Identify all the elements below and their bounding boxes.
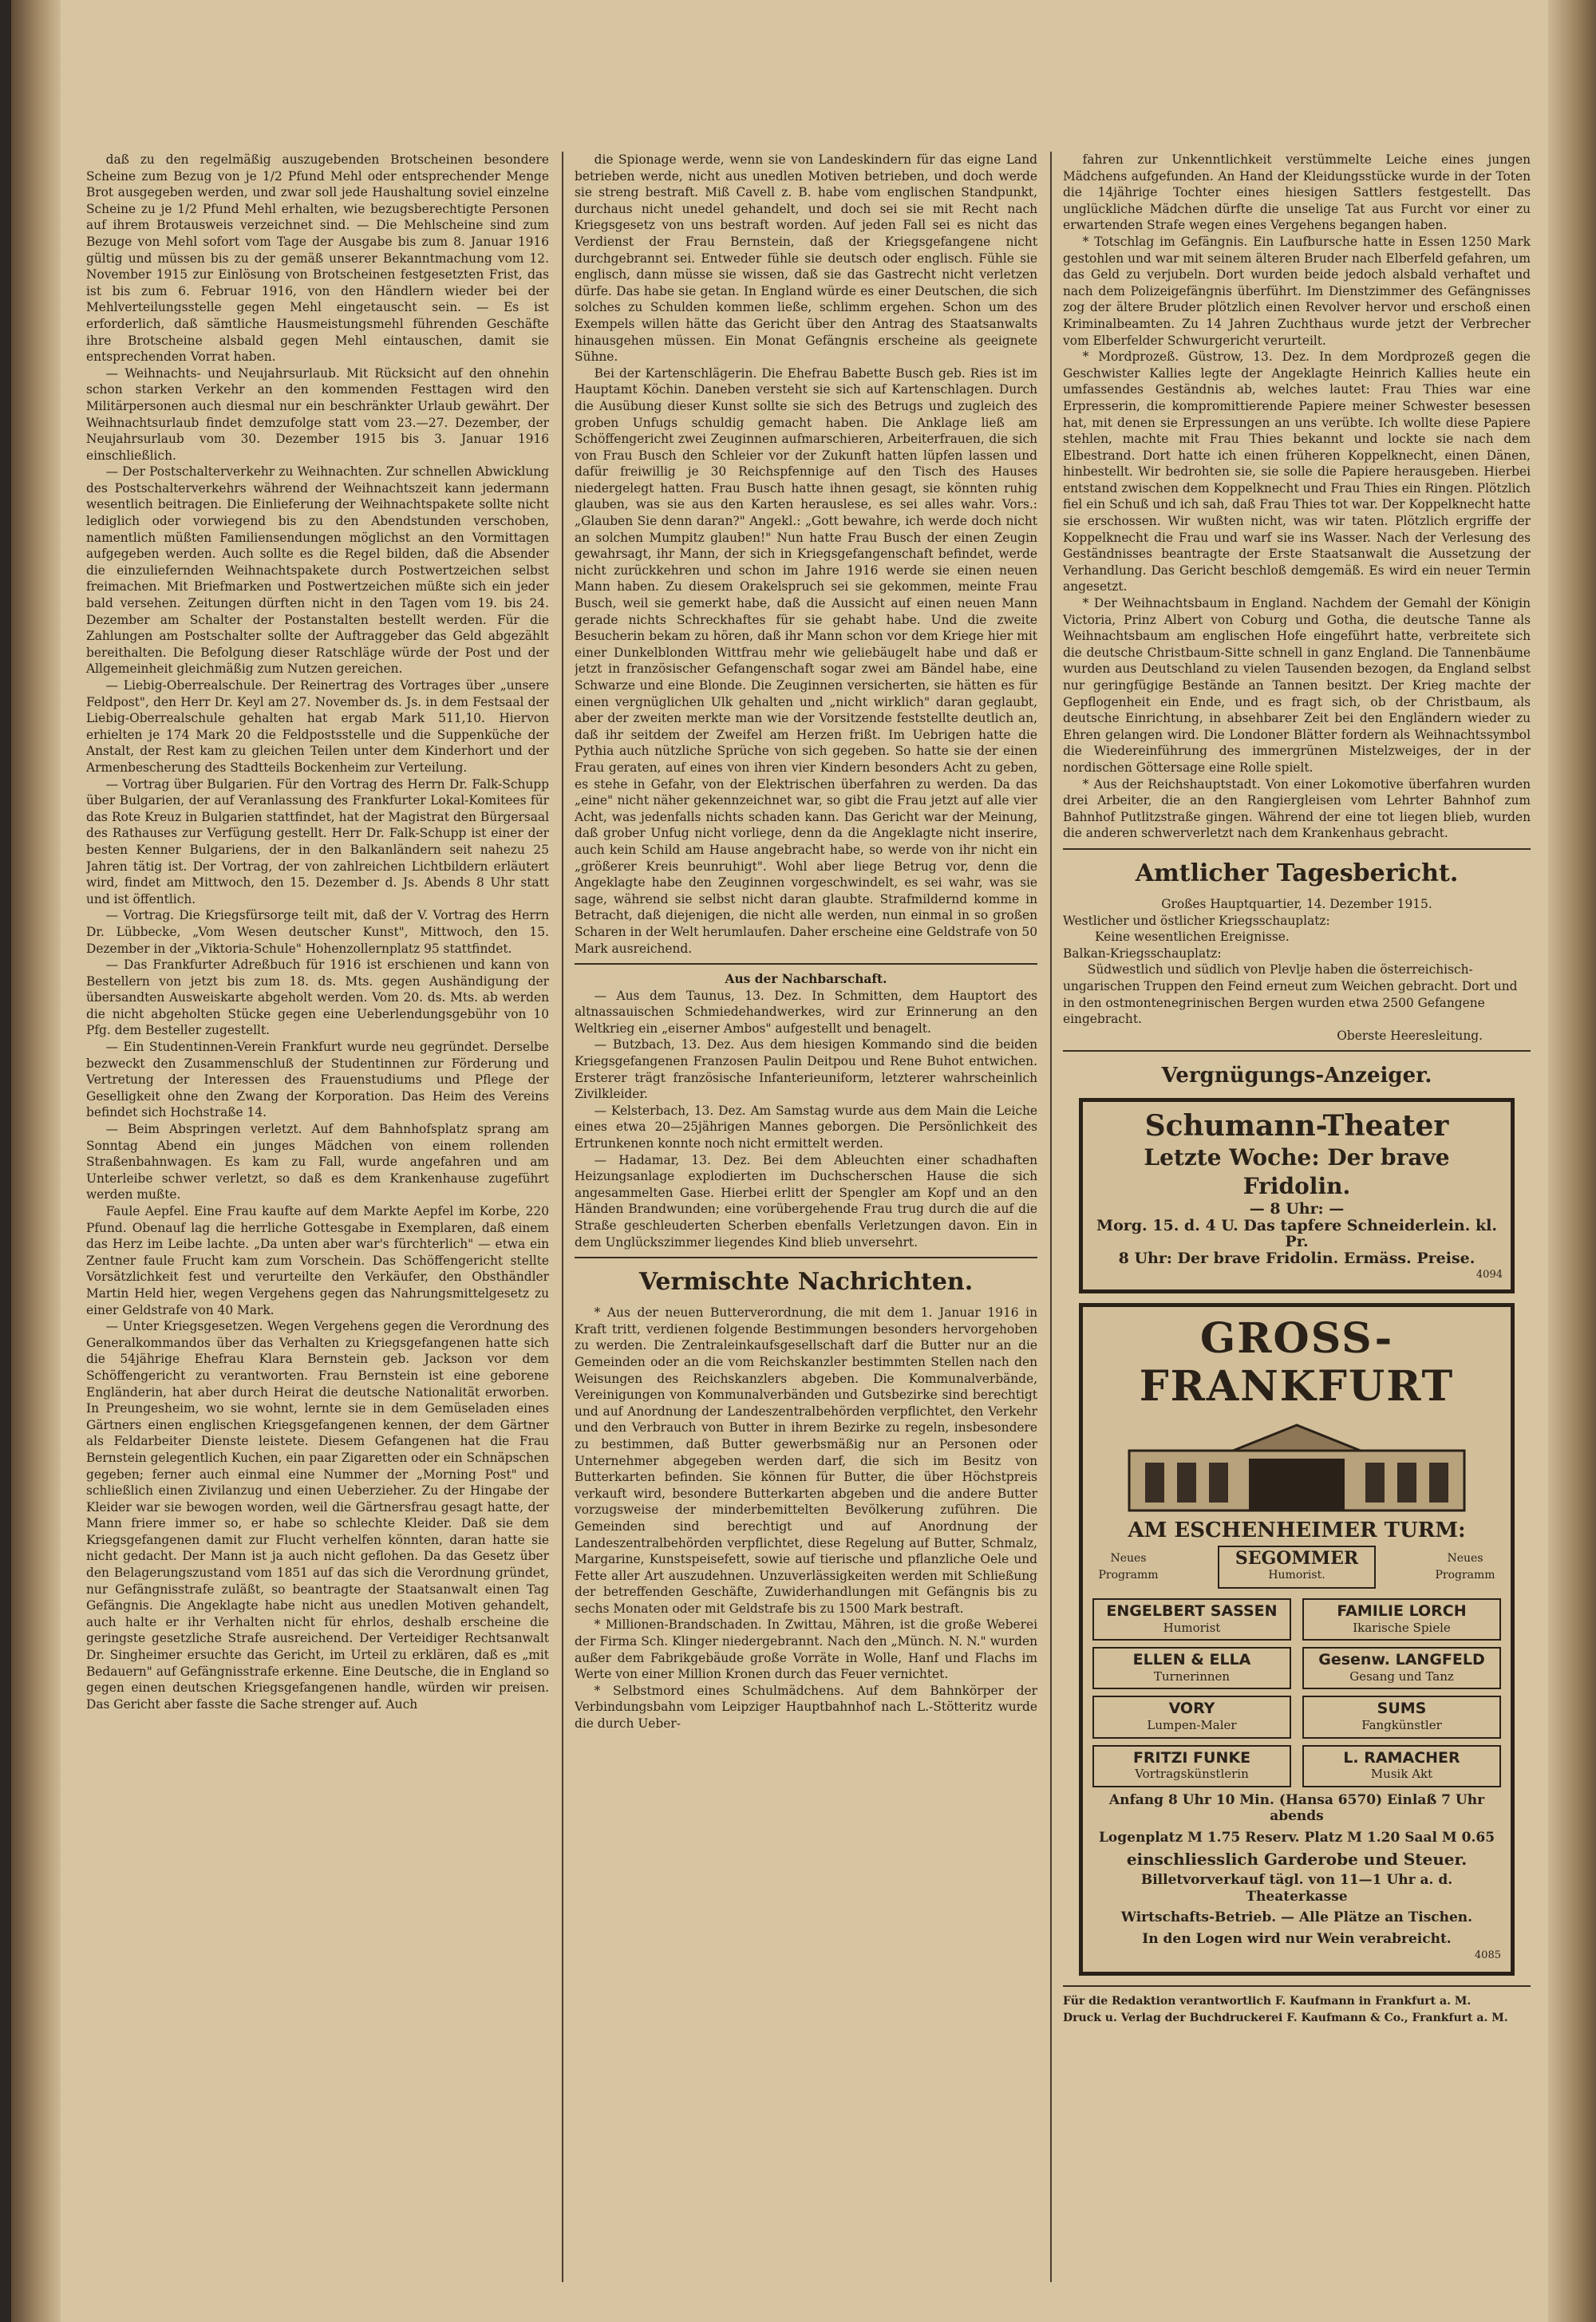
ad1-line2: — 8 Uhr: —	[1249, 1200, 1345, 1218]
column-rule	[562, 152, 563, 2282]
report-dateline: Großes Hauptquartier, 14. Dezember 1915.	[1161, 896, 1432, 911]
act-desc: Humorist	[1163, 1620, 1221, 1635]
report-signature: Oberste Heeresleitung.	[1337, 1028, 1483, 1043]
ad2-neues-right: Neues Programm	[1435, 1552, 1495, 1582]
article-paragraph: — Aus dem Taunus, 13. Dez. In Schmitten, dem Hauptort des altnassauischen Schmiedehandwerkes, wird zur Erinnerung an den Weltkrieg ein „eiserner Ambos" aufgestellt und benagelt.	[575, 988, 1037, 1036]
newspaper-page	[61, 0, 1548, 2322]
ad2-headliner: SEGOMMER	[1235, 1547, 1359, 1569]
newspaper-sheet	[11, 0, 1596, 2322]
ad2-neues-left: Neues Programm	[1098, 1552, 1159, 1582]
ad2-acts	[1092, 1598, 1501, 1787]
act-name: FRITZI FUNKE	[1132, 1748, 1251, 1767]
article-paragraph: — Unter Kriegsgesetzen. Wegen Vergehens gegen die Verordnung des Generalkommandos über das Verhalten zu Kriegsgefangenen hatte sich die 54jährige Ehefrau Klara Bernstein geb. Jackson vor dem Schöffengericht zu verantworten. Frau Bernstein ist eine geborene Engländerin, hat aber durch Heirat die deutsche Nationalität erworben. In Preungesheim, wo sie wohnt, lernte sie in dem Gemüseladen eines Gärtners einen englischen Kriegsgefangenen kennen, der dem Gärtner als Feldarbeiter Dienste leistete. Diesem Gefangenen hat die Frau Bernstein gelegentlich Kuchen, ein paar Zigaretten oder ein Schnäpschen gegeben; ferner auch einmal eine Nummer der „Morning Post" und schließlich einen Zivilanzug und einen Ueberzieher. Zu der Hingabe der Kleider war sie bewogen worden, weil die Gärtnersfrau gesagt hatte, der Mann friere immer so, er habe so schlechte Kleider. Daß sie dem Kriegsgefangenen damit zur Flucht verhelfen könnten, daran hatte sie nicht gedacht. Der Mann ist ja auch nicht geflohen. Da das Gesetz über den Belagerungszustand vom 1851 auf das sich die Verordnung gründet, nur Gefängnisstrafe zuläßt, so beantragte der Staatsanwalt einen Tag Gefängnis. Die Angeklagte habe nicht aus unedlen Motiven gehandelt, auch halte er ihr Verhalten nicht für ehrlos, deshalb erscheine die geringste gesetzliche Strafe ausreichend. Der Verteidiger Rechtsanwalt Dr. Singheimer ersuchte das Gericht, im Urteil zu erklären, daß es „mit Bedauern" auf Gefängnisstrafe erkenne. Eine Deutsche, die in England so gegen einen deutschen Kriegsgefangenen handle, würden wir preisen. Das Gericht aber fasste die Sache strenger auf. Auch	[86, 1319, 549, 1712]
divider	[575, 963, 1037, 965]
ad2-code: 4085	[1474, 1949, 1501, 1961]
report-theatre-west-east-text: Keine wesentlichen Ereignisse.	[1095, 930, 1290, 945]
act-name: ELLEN & ELLA	[1132, 1651, 1251, 1669]
amusement-heading: Vergnügungs-Anzeiger.	[1161, 1064, 1432, 1088]
column-2	[575, 152, 1037, 2290]
article-paragraph: * Millionen-Brandschaden. In Zwittau, Mähren, ist die große Weberei der Firma Sch. Klinger niedergebrannt. Nach den „Münch. N. N." wurden außer dem Fabrikgebäude große Vorräte in Wolle, Hanf und Flachs im Werte von einer Million Kronen durch das Feuer vernichtet.	[575, 1617, 1037, 1682]
ad2-title: GROSS-FRANKFURT	[1139, 1314, 1455, 1412]
act-box	[1302, 1696, 1501, 1738]
divider	[575, 1257, 1037, 1258]
ad1-code: 4094	[1476, 1268, 1503, 1281]
act-box	[1302, 1745, 1501, 1787]
article-paragraph: * Mordprozeß. Güstrow, 13. Dez. In dem Mordprozeß gegen die Geschwister Kallies legte der Angeklagte Heinrich Kallies heute ein umfassendes Geständnis ab, welches lautet: Frau Thies war eine Erpresserin, die kompromittierende Papiere meiner Schwester besessen hat, mit denen sie Erpressungen an uns verübte. Ich wollte diese Papiere stehlen, machte mit Frau Thies bekannt und lockte sie nach dem Elbestrand. Dort hatte ich einen früheren Koppelknecht, einen Dänen, hinbestellt. Wir bedrohten sie, sie solle die Papiere herausgeben. Hierbei entstand zwischen dem Koppelknecht und Frau Thies ein Ringen. Plötzlich fiel ein Schuß und ich sah, daß Frau Thies tot war. Der Koppelknecht hatte sie erschossen. Wir wußten nicht, was wir taten. Plötzlich ergriffe der Koppelknecht die Frau und warf sie ins Wasser. Nach der Verlesung des Geständnisses beantragte der Erste Staatsanwalt die Aussetzung der Verhandlung. Das Gericht beschloß demgemäß. Es wird ein neuer Termin angesetzt.	[1063, 349, 1531, 594]
report-theatre-balkan: Balkan-Kriegsschauplatz:	[1063, 946, 1222, 961]
act-box	[1092, 1598, 1291, 1641]
act-name: SUMS	[1377, 1700, 1427, 1718]
act-name: VORY	[1168, 1700, 1215, 1718]
article-paragraph: * Totschlag im Gefängnis. Ein Laufbursche hatte in Essen 1250 Mark gestohlen und war mit seinem älteren Bruder nach Elberfeld gefahren, um das Geld zu verjubeln. Dort wurden beide jedoch alsbald verhaftet und nach dem Polizeigefängnis überführt. Im Dienstzimmer des Gefängnisses zog der ältere Bruder plötzlich einen Revolver hervor und erschoß einen Kriminalbeamten. Zu 14 Jahren Zuchthaus wurde jetzt der Verbrecher vom Elberfelder Schwurgericht verurteilt.	[1063, 234, 1531, 348]
ad1-title: Schumann-Theater	[1144, 1109, 1449, 1143]
act-box	[1092, 1696, 1291, 1738]
article-paragraph: daß zu den regelmäßig auszugebenden Brotscheinen besondere Scheine zum Bezug von je 1/2 Pfund Mehl oder entsprechender Menge Brot ausgegeben werden, und zwar soll jede Haushaltung soviel einzelne Scheine zu je 1/2 Pfund Mehl erhalten, wie bezugsberechtigte Personen auf ihrem Brotausweis verzeichnet sind. — Die Mehlscheine sind zum Bezuge von Mehl sofort vom Tage der Ausgabe bis zum 8. Januar 1916 gültig und müssen bis zu der gemäß unserer Bekanntmachung vom 12. November 1915 zur Einlösung von Brotscheinen festgesetzten Frist, das ist bis zum 6. Februar 1916, von den Händlern wieder bei der Mehlverteilungsstelle gegen Mehl eingetauscht sein. — Es ist erforderlich, daß sämtliche Hausmeistungsmehl führenden Geschäfte ihre Brotscheine alsbald gegen Mehl eintauschen, damit sie entsprechenden Vorrat haben.	[86, 152, 549, 365]
report-theatre-west-east: Westlicher und östlicher Kriegsschauplatz:	[1063, 913, 1330, 928]
article-paragraph: fahren zur Unkenntlichkeit verstümmelte Leiche eines jungen Mädchens aufgefunden. An Hand der Kleidungsstücke wurde in der Toten die 14jährige Tochter eines hiesigen Sattlers festgestellt. Das unglückliche Mädchen dürfte die unselige Tat aus Furcht vor einer zu erwartenden Strafe wegen eines Vergehens begangen haben.	[1063, 152, 1531, 233]
article-paragraph: — Vortrag über Bulgarien. Für den Vortrag des Herrn Dr. Falk-Schupp über Bulgarien, der auf Veranlassung des Frankfurter Lokal-Komitees für das Rote Kreuz in Bulgarien stattfindet, hat der Magistrat den Bürgersaal des Rathauses zur Verfügung gestellt. Herr Dr. Falk-Schupp ist einer der besten Kenner Bulgariens, der in den Balkanländern seit nahezu 25 Jahren tätig ist. Der Vortrag, der von zahlreichen Lichtbildern erläutert wird, findet am Mittwoch, den 15. Dezember d. Js. Abends 8 Uhr statt und ist öffentlich.	[86, 776, 549, 906]
article-paragraph: * Aus der Reichshauptstadt. Von einer Lokomotive überfahren wurden drei Arbeiter, die an den Rangiergleisen vom Lehrter Bahnhof zum Bahnhof Putlitzstraße gingen. Während der eine tot liegen blieb, wurden die anderen schwerverletzt nach dem Krankenhaus gebracht.	[1063, 776, 1531, 841]
act-box	[1092, 1647, 1291, 1689]
ad1-line4: 8 Uhr: Der brave Fridolin. Ermäss. Preise.	[1118, 1250, 1476, 1268]
article-paragraph: — Liebig-Oberrealschule. Der Reinertrag des Vortrages über „unsere Feldpost", den Herr Dr. Keyl am 27. November ds. Js. in dem Festsaal der Liebig-Oberrealschule gehalten hat ergab Mark 511,10. Hiervon erhielten je 174 Mark 20 die Feldpostsstelle und die Suppenküche der Anstalt, der Rest kam zu gleichen Teilen unter dem Kinderhort und der Armenbescherung des Stadtteils Bockenheim zur Verteilung.	[86, 678, 549, 775]
theatre-building-icon	[1121, 1419, 1472, 1514]
article-paragraph: * Der Weihnachtsbaum in England. Nachdem der Gemahl der Königin Victoria, Prinz Albert von Coburg und Gotha, die deutsche Tanne als Weihnachtsbaum am englischen Hofe eingeführt hatte, verbreitete sich die deutsche Christbaum-Sitte schnell in ganz England. Die Tannenbäume wurden aus Deutschland zu vielen Tausenden bezogen, da England selbst nur geringfügige Bestände an Tannen besitzt. Der Krieg machte der Gepflogenheit ein Ende, und es fragt sich, ob der Christbaum, als deutsche Einrichtung, in absehbarer Zeit bei den Engländern wieder zu Ehren gelangen wird. Die Londoner Blätter fordern als Weihnachtssymbol die Wiedereinführung des immergrünen Mistelzweiges, der in der nordischen Göttersage eine Rolle spielt.	[1063, 596, 1531, 775]
report-theatre-balkan-text: Südwestlich und südlich von Plevlje haben die österreichisch-ungarischen Truppen den Feind erneut zum Weichen gebracht. Dort und in den ostmontenegrinischen Bergen wurden etwa 2500 Gefangene eingebracht.	[1063, 962, 1518, 1027]
article-paragraph: — Kelsterbach, 13. Dez. Am Samstag wurde aus dem Main die Leiche eines etwa 20—25jährigen Mannes geborgen. Die Persönlichkeit des Ertrunkenen konnte noch nicht ermittelt werden.	[575, 1103, 1037, 1151]
act-desc: Vortragskünstlerin	[1135, 1767, 1249, 1782]
divider	[1063, 1985, 1531, 1987]
binding-edge	[11, 0, 61, 2322]
imprint-editor: Für die Redaktion verantwortlich F. Kaufmann in Frankfurt a. M.	[1063, 1995, 1472, 2008]
article-paragraph: Bei der Kartenschlägerin. Die Ehefrau Babette Busch geb. Ries ist im Hauptamt Köchin. Daneben versteht sie sich auf Kartenschlagen. Durch die Ausübung dieser Kunst sollte sie sich des Betrugs und zugleich des groben Unfugs schuldig gemacht haben. Die Anklage ließ am Schöffengericht zwei Zeuginnen aufmarschieren, Arbeiterfrauen, die sich von Frau Busch den Schleier vor der Zukunft hatten lüpfen lassen und dafür freiwillig je 30 Reichspfennige auf den Tisch des Hauses niedergelegt hatten. Frau Busch hatte ihnen gesagt, sie könnten ruhig glauben, was sie aus den Karten herauslese, es sei alles wahr. Vors.: „Glauben Sie denn daran?" Angekl.: „Gott bewahre, ich werde doch nicht an solchen Mumpitz glauben!" Nun hatte Frau Busch der einen Zeugin gewahrsagt, ihr Mann, der sich in Kriegsgefangenschaft befindet, werde nicht zurückkehren und schon im Jahre 1916 werde sie einen neuen Mann haben. Zu diesem Orakelspruch sei sie gekommen, meinte Frau Busch, weil sie gemerkt habe, daß die Aussicht auf einen neuen Mann gerade nichts Schreckhaftes für sie gehabt habe. Und die zweite Besucherin bekam zu hören, daß ihr Mann schon vor dem Kriege hier mit einer Dunkelblonden Wittfrau mehr wie geliebäugelt habe und daß er jetzt in französischer Gefangenschaft sogar zwei am Bändel habe, eine Schwarze und eine Blonde. Die Zeuginnen versicherten, sie hätten es für einen vergnüglichen Ulk gehalten und „nicht wirklich" daran geglaubt, aber der zweiten merkte man wie der Vorsitzende feststellte deutlich an, daß ihr seitdem der Zweifel am Herzen frißt. Im Uebrigen hatte die Pythia auch nützliche Sprüche von sich gegeben. So hatte sie der einen Frau geraten, auf eines von ihren vier Kindern besonders Acht zu geben, es stehe in Gefahr, von der Elektrischen überfahren zu werden. Da das „eine" nicht näher gekennzeichnet war, so gibt die Frau jetzt auf alle vier Acht, was jedenfalls nichts schaden kann. Das Gericht war der Meinung, daß grober Unfug nicht vorliege, denn da die Angeklagte nicht inserire, auch kein Schild am Hause angebracht habe, so werde von ihr nicht ein „größerer Kreis beunruhigt". Wohl aber liege Betrug vor, denn die Angeklagte habe den Zeuginnen vorgeschwindelt, es sei wahr, was sie sage, während sie selbst nicht daran glaubte. Strafmildernd komme in Betracht, daß diejenigen, die nicht alle werden, nun einmal in so großen Scharen in der Welt herumlaufen. Daher erscheine eine Geldstrafe von 50 Mark ausreichend.	[575, 365, 1037, 956]
act-desc: Musik Akt	[1370, 1767, 1433, 1782]
divider	[1063, 1050, 1531, 1052]
article-paragraph: — Der Postschalterverkehr zu Weihnachten. Zur schnellen Abwicklung des Postschalterverkehrs während der Weihnachtszeit kann jedermann wesentlich beitragen. Die Einlieferung der Weihnachtspakete sollte nicht lediglich oder vorwiegend bis zu den Abendstunden verschoben, namentlich müßten Familiensendungen möglichst an den Vormittagen aufgegeben werden. Auch sollte es die Regel bilden, daß die Absender die einzuliefernden Weihnachtspakete durch Postwertzeichen selbst freimachen. Mit Briefmarken und Postwertzeichen müßte sich ein jeder bald versehen. Zeitungen dürften nicht in den Tagen vom 19. bis 24. Dezember am Schalter der Postanstalten bestellt werden. Für die Zahlungen am Postschalter sollte der Auftraggeber das Geld abgezählt bereithalten. Die Befolgung dieser Ratschläge würde der Post und der Allgemeinheit gleichmäßig zum Nutzen gereichen.	[86, 464, 549, 677]
article-paragraph: — Das Frankfurter Adreßbuch für 1916 ist erschienen und kann von Bestellern von jetzt bis zum 18. ds. Mts. gegen Aushändigung der übersandten Ausweiskarte abgeholt werden. Vom 20. ds. Mts. ab werden die nicht abgeholten Stücke gegen eine Ueberlendungsgebühr von 10 Pfg. dem Besteller zugestellt.	[86, 958, 549, 1038]
ad1-line3: Morg. 15. d. 4 U. Das tapfere Schneiderlein. kl. Pr.	[1096, 1216, 1497, 1251]
act-desc: Turnerinnen	[1153, 1668, 1231, 1684]
article-paragraph: * Aus der neuen Butterverordnung, die mit dem 1. Januar 1916 in Kraft tritt, verdienen folgende Bestimmungen besonders hervorgehoben zu werden. Die Zentraleinkaufsgesellschaft darf die Butter nur an die Gemeinden oder an die vom Reichskanzler bestimmten Stellen nach den Weisungen des Reichskanzlers abgeben. Die Kommunalverbände, Vereinigungen von Kommunalverbänden und Gutsbezirke sind berechtigt und auf Anordnung der Landeszentralbehörden verpflichtet, den Verkehr und den Verbrauch von Butter in ihrem Bezirke zu regeln, insbesondere zu bestimmen, daß Butter gewerbsmäßig nur an Personen oder Unternehmer abgegeben werden darf, die sich im Besitz von Butterkarten befinden. Sie können für Butter, die über Höchstpreis verkauft wird, besondere Butterkarten abgeben und die andere Butter vorzugsweise der minderbemittelten Bevölkerung zuführen. Die Gemeinden sind berechtigt und auf Anordnung der Landeszentralbehörden verpflichtet, diese Regelung auf Butter, Schmalz, Margarine, Kunstspeisefett, sowie auf tierische und pflanzliche Oele und Fette aller Art auszudehnen. Unzuverlässigkeiten werden mit Schließung der betreffenden Geschäfte, Zuwiderhandlungen mit Gefängnis bis zu sechs Monaten oder mit Geldstrafe bis zu 1500 Mark bestraft.	[575, 1305, 1037, 1616]
section-heading-neighborhood: Aus der Nachbarschaft.	[725, 972, 887, 987]
article-paragraph: — Weihnachts- und Neujahrsurlaub. Mit Rücksicht auf den ohnehin schon starken Verkehr an den kommenden Festtagen wird den Militärpersonen auch diesmal nur ein beschränkter Urlaub gewährt. Der Weihnachtsurlaub findet demzufolge statt vom 23.—27. Dezember, der Neujahrsurlaub vom 30. Dezember 1915 bis 3. Januar 1916 einschließlich.	[86, 365, 549, 463]
ad2-sub: AM ESCHENHEIMER TURM:	[1128, 1518, 1466, 1543]
imprint-publisher: Druck u. Verlag der Buchdruckerei F. Kaufmann & Co., Frankfurt a. M.	[1063, 2011, 1508, 2024]
article-paragraph: die Spionage werde, wenn sie von Landeskindern für das eigne Land betrieben werde, nicht aus unedlen Motiven betrieben, und doch werde sie streng bestraft. Miß Cavell z. B. habe vom englischen Standpunkt, durchaus nicht unedel gehandelt, und doch sei sie mit Recht nach Kriegsgesetz von uns bestraft worden. Auf jeden Fall sei es nicht das Verdienst der Frau Bernstein, daß der Kriegsgefangene nicht durchgebrannt sei. Entweder fühle sie deutsch oder englisch. Fühle sie englisch, dann müsse sie wissen, daß sie das Gastrecht nicht verletzen dürfe. Das habe sie getan. In England würde es einer Deutschen, die sich solches zu Schulden kommen ließe, schlimm ergehen. Schon um des Exempels willen hätte das Gericht über den Antrag des Staatsanwalts hinausgehen müssen. Ein Monat Gefängnis erscheine als geeignete Sühne.	[575, 152, 1037, 365]
act-box	[1302, 1598, 1501, 1641]
act-desc: Ikarische Spiele	[1353, 1620, 1451, 1635]
column-rule	[1050, 152, 1052, 2282]
article-paragraph: — Ein Studentinnen-Verein Frankfurt wurde neu gegründet. Derselbe bezweckt den Zusammenschluß der Studentinnen zur Förderung und Vertretung der Interessen des Frauenstudiums und Pflege der Geselligkeit ohne den Zwang der Korporation. Das Heim des Vereins befindet sich Hochstraße 14.	[86, 1040, 549, 1120]
divider	[1063, 848, 1531, 850]
article-paragraph: — Hadamar, 13. Dez. Bei dem Ableuchten einer schadhaften Heizungsanlage explodierten im Duchscherschen Hause die sich angesammelten Gase. Hierbei erlitt der Spengler am Kopf und an den Händen Brandwunden; eine vorübergehende Frau trug durch die auf die Straße geschleuderten Scherben ebenfalls Verletzungen davon. Ein in dem Unglückszimmer liegendes Kind blieb unversehrt.	[575, 1152, 1037, 1250]
ad-schumann-theater	[1079, 1098, 1515, 1293]
report-title: Amtlicher Tagesbericht.	[1135, 859, 1459, 887]
act-box	[1092, 1745, 1291, 1787]
act-box	[1302, 1647, 1501, 1689]
article-paragraph: Faule Aepfel. Eine Frau kaufte auf dem Markte Aepfel im Korbe, 220 Pfund. Obenauf lag die herrliche Gottesgabe in Exemplaren, daß einem das Herz im Leibe lachte. „Da unten aber war's fürchterlich" — etwa ein Zentner faule Frucht kam zum Vorschein. Das Schöffengericht stellte Vorsätzlichkeit fest und verurteilte den Verkäufer, den Obsthändler Martin Held hier, wegen Vergehens gegen das Nahrungsmittelgesetz zu einer Geldstrafe von 40 Mark.	[86, 1204, 549, 1317]
article-paragraph: — Butzbach, 13. Dez. Aus dem hiesigen Kommando sind die beiden Kriegsgefangenen Franzosen Paulin Deitpou und Rene Buhot entwichen. Ersterer trägt französische Infanterieuniform, letzterer wahrscheinlich Zivilkleider.	[575, 1037, 1037, 1102]
ad2-line1: Anfang 8 Uhr 10 Min. (Hansa 6570) Einlaß 7 Uhr abends	[1108, 1791, 1485, 1825]
act-name: FAMILIE LORCH	[1337, 1602, 1467, 1621]
article-paragraph: — Beim Abspringen verletzt. Auf dem Bahnhofsplatz sprang am Sonntag Abend ein junges Mädchen von einem rollenden Straßenbahnwagen. Es kam zu Fall, wurde angefahren und am Unterleibe schwer verletzt, so daß es dem Krankenhause zugeführt werden mußte.	[86, 1122, 549, 1202]
act-name: ENGELBERT SASSEN	[1106, 1602, 1278, 1621]
act-name: Gesenw. LANGFELD	[1318, 1651, 1485, 1669]
ad2-line5: Wirtschafts-Betrieb. — Alle Plätze an Tischen.	[1120, 1909, 1473, 1926]
ad-gross-frankfurt	[1079, 1303, 1515, 1976]
page-edge	[1548, 0, 1596, 2322]
column-3	[1063, 152, 1531, 2306]
act-desc: Lumpen-Maler	[1147, 1718, 1237, 1732]
ad1-line1: Letzte Woche: Der brave Fridolin.	[1144, 1144, 1450, 1200]
article-paragraph: * Selbstmord eines Schulmädchens. Auf dem Bahnkörper der Verbindungsbahn vom Leipziger Hauptbahnhof nach L.-Stötteritz wurde die durch Ueber-	[575, 1683, 1037, 1732]
ad2-line2: Logenplatz M 1.75 Reserv. Platz M 1.20 Saal M 0.65	[1098, 1829, 1495, 1846]
ad2-line4: Billetvorverkauf tägl. von 11—1 Uhr a. d. Theaterkasse	[1140, 1872, 1453, 1905]
section-heading-misc: Vermischte Nachrichten.	[638, 1268, 974, 1297]
act-desc: Gesang und Tanz	[1349, 1668, 1454, 1684]
official-report	[1063, 858, 1531, 1044]
act-desc: Fangkünstler	[1361, 1718, 1442, 1732]
ad2-line3: einschliesslich Garderobe und Steuer.	[1126, 1849, 1468, 1869]
act-name: L. RAMACHER	[1343, 1748, 1460, 1767]
ad2-line6: In den Logen wird nur Wein verabreicht.	[1142, 1930, 1452, 1947]
column-1	[86, 152, 549, 2290]
article-paragraph: — Vortrag. Die Kriegsfürsorge teilt mit, daß der V. Vortrag des Herrn Dr. Lübbecke, „Vom Wesen deutscher Kunst", Mittwoch, den 15. Dezember in der „Viktoria-Schule" Hohenzollernplatz 95 stattfindet.	[86, 908, 549, 956]
ad2-headliner-sub: Humorist.	[1268, 1569, 1325, 1582]
